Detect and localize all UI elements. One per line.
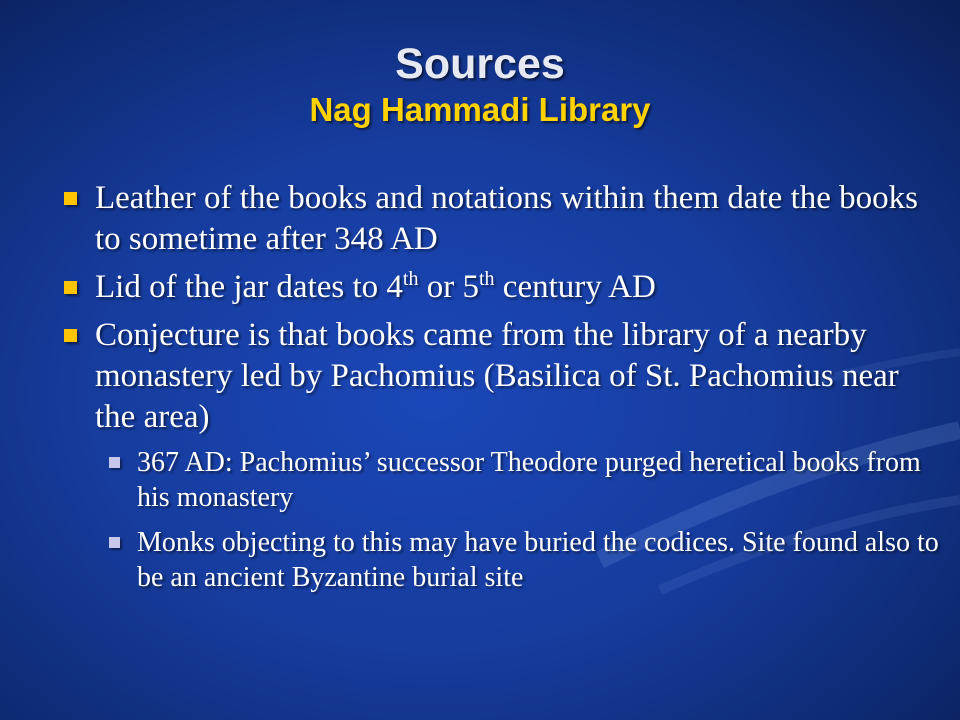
square-bullet-icon xyxy=(64,329,77,342)
bullet-text-part: or 5 xyxy=(418,269,479,305)
superscript: th xyxy=(478,268,495,290)
bullet-item xyxy=(60,178,940,260)
square-bullet-icon xyxy=(64,192,77,205)
bullet-text-part: Lid of the jar dates to 4 xyxy=(95,269,403,305)
bullet-item xyxy=(60,315,940,438)
square-bullet-icon xyxy=(109,537,120,548)
sub-bullet-item xyxy=(60,445,940,515)
bullet-text-part: century AD xyxy=(494,269,656,305)
sub-bullet-text: 367 AD: Pachomius’ successor Theodore purged heretical books from his monastery xyxy=(137,447,921,513)
bullet-text: Leather of the books and notations within them date the books to sometime after 348 AD xyxy=(95,180,918,257)
sub-bullet-text: Monks objecting to this may have buried the codices. Site found also to be an ancient Byzantine burial site xyxy=(137,527,939,593)
title-block xyxy=(0,38,960,130)
slide-subtitle: Nag Hammadi Library xyxy=(309,91,651,128)
bullet-item xyxy=(60,267,940,308)
slide-title: Sources xyxy=(395,40,565,88)
bullet-text: Conjecture is that books came from the library of a nearby monastery led by Pachomius (Basilica of St. Pachomius near the area) xyxy=(95,317,899,435)
superscript: th xyxy=(402,268,419,290)
square-bullet-icon xyxy=(64,281,77,294)
square-bullet-icon xyxy=(109,457,120,468)
slide-content xyxy=(60,178,940,605)
sub-bullet-item xyxy=(60,525,940,595)
